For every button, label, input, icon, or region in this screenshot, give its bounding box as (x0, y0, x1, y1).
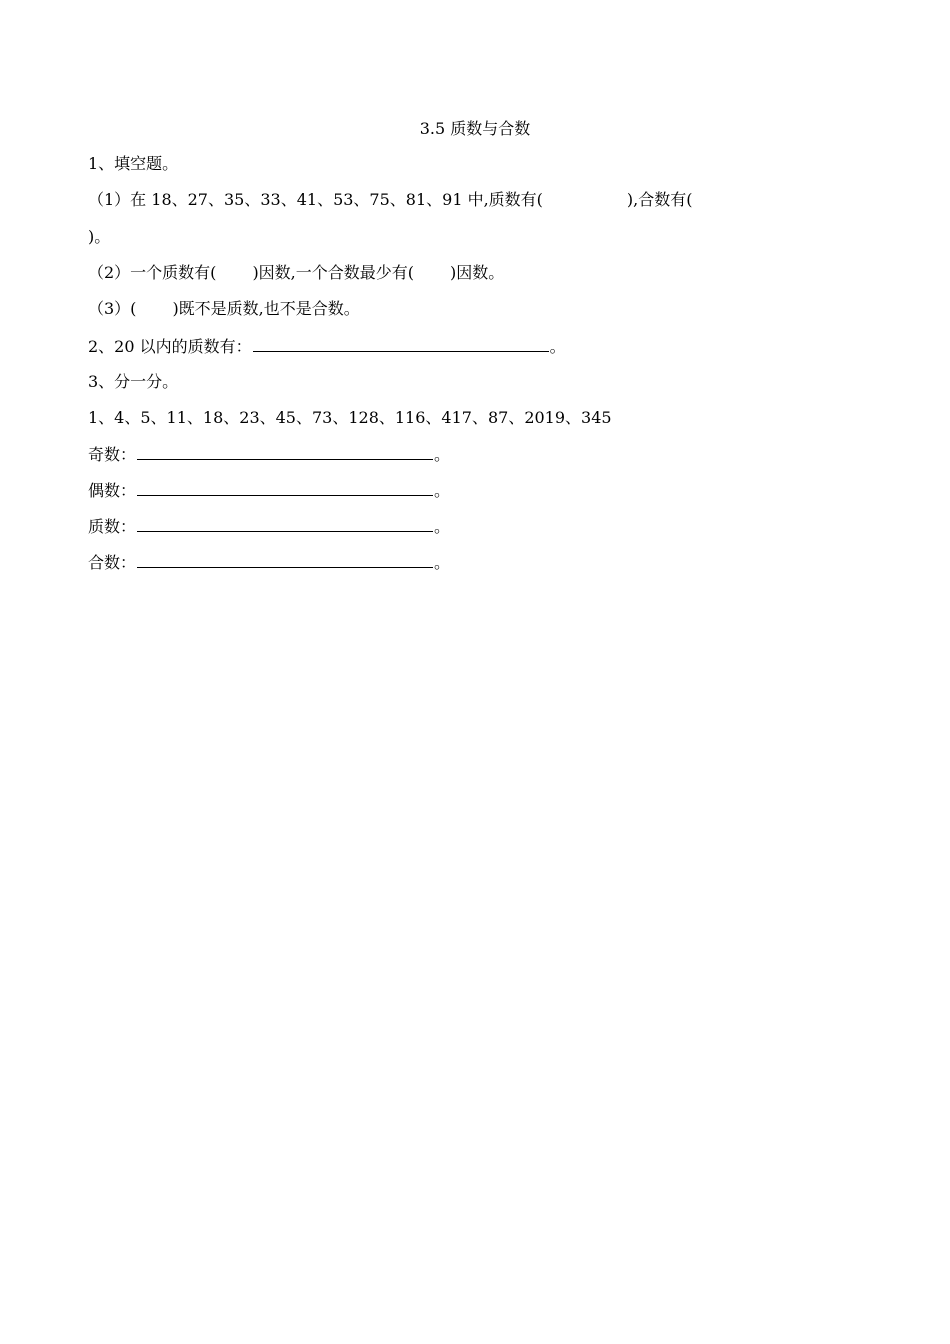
q3-prefix: （3）( (88, 299, 137, 318)
classify-row-composite (88, 551, 450, 574)
q1-middle: ),合数有( (626, 190, 693, 209)
section3-heading: 3、分一分。 (88, 372, 179, 391)
row-end: 。 (434, 553, 451, 572)
q1-prefix: （1）在 18、27、35、33、41、53、75、81、91 中,质数有( (88, 190, 543, 209)
row-end: 。 (434, 517, 451, 536)
q2-middle: )因数,一个合数最少有( (252, 263, 415, 282)
section1-heading: 1、填空题。 (88, 154, 179, 173)
composite-answer-line[interactable] (137, 551, 433, 568)
q3-suffix: )既不是质数,也不是合数。 (172, 299, 360, 318)
section2-prefix: 2、20 以内的质数有： (88, 337, 252, 356)
row-label: 偶数： (88, 481, 137, 500)
question-1-3 (88, 298, 360, 320)
q2-prefix: （2）一个质数有( (88, 263, 217, 282)
row-end: 。 (434, 445, 451, 464)
q1-suffix: )。 (88, 227, 111, 246)
q2-suffix: )因数。 (450, 263, 505, 282)
odd-answer-line[interactable] (137, 443, 433, 460)
row-label: 合数： (88, 553, 137, 572)
row-end: 。 (434, 481, 451, 500)
question-1-1-continuation (88, 226, 110, 248)
question-1-2 (88, 262, 504, 284)
classify-row-even (88, 479, 450, 502)
even-answer-line[interactable] (137, 479, 433, 496)
row-label: 质数： (88, 517, 137, 536)
classify-row-odd (88, 443, 450, 466)
section2-answer-line[interactable] (253, 335, 549, 352)
section2-suffix: 。 (549, 337, 566, 356)
section2 (88, 335, 566, 358)
page-title: 3.5 质数与合数 (419, 119, 531, 138)
row-label: 奇数： (88, 445, 137, 464)
prime-answer-line[interactable] (137, 515, 433, 532)
question-1-1 (88, 189, 693, 211)
classify-row-prime (88, 515, 450, 538)
section3-numbers: 1、4、5、11、18、23、45、73、128、116、417、87、2019、345 (88, 408, 612, 427)
